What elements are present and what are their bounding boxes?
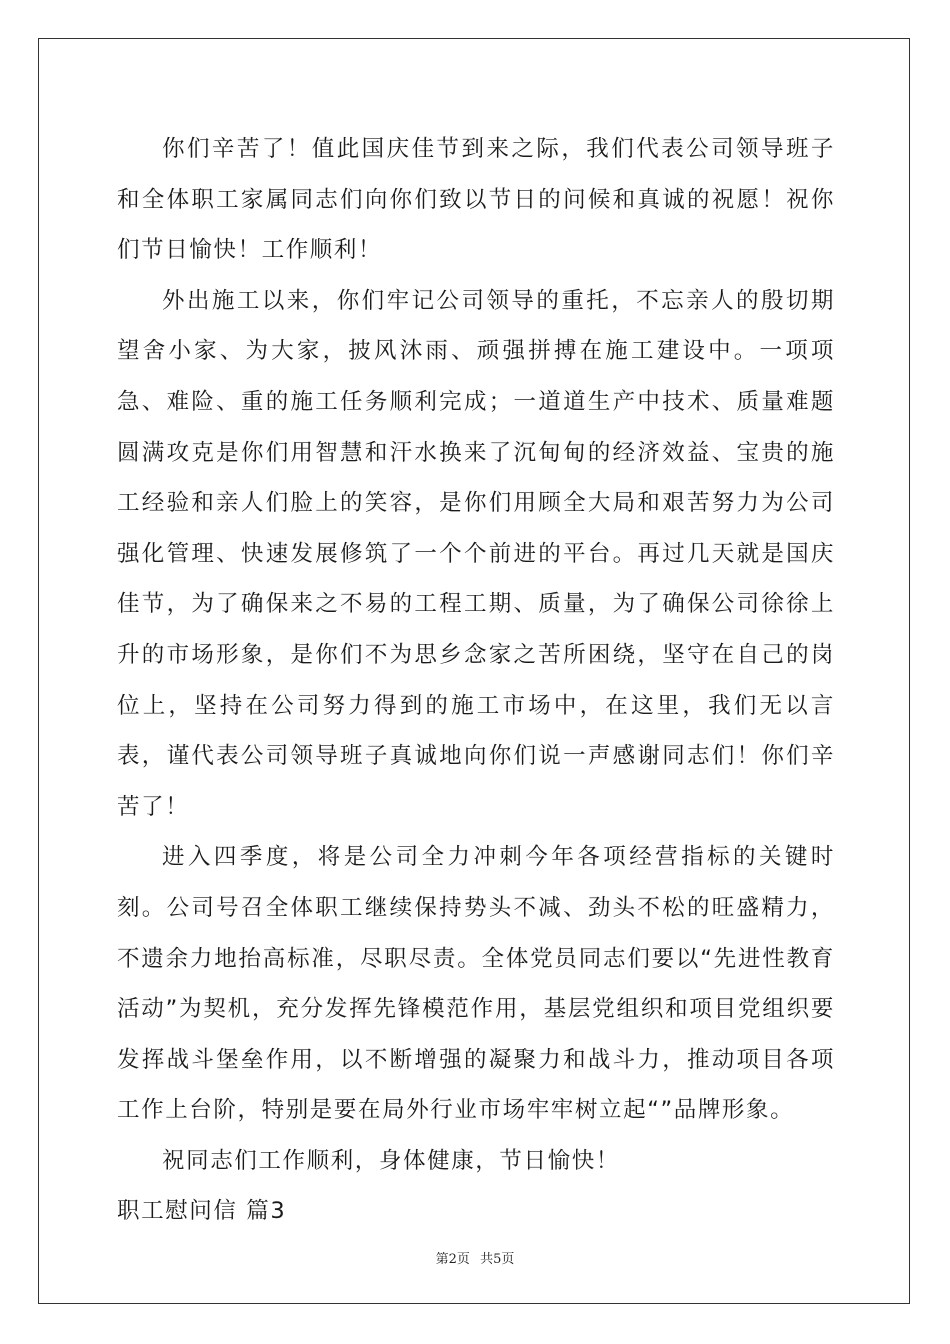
section-heading: 职工慰问信 篇3 [117,1198,287,1225]
paragraph-thanks: 外出施工以来，你们牢记公司领导的重托，不忘亲人的殷切期望舍小家、为大家，披风沐雨、顽强拼搏在施工建设中。一项项急、难险、重的施工任务顺利完成；一道道生产中技术、质量难题圆满攻克是你们用智慧和汗水换来了沉甸甸的经济效益、宝贵的施工经验和亲人们脸上的笑容，是你们用顾全大局和艰苦努力为公司强化管理、快速发展修筑了一个个前进的平台。再过几天就是国庆佳节，为了确保来之不易的工程工期、质量，为了确保公司徐徐上升的市场形象，是你们不为思乡念家之苦所困绕，坚守在自己的岗位上，坚持在公司努力得到的施工市场中，在这里，我们无以言表，谨代表公司领导班子真诚地向你们说一声感谢同志们！你们辛苦了！ [117,287,835,820]
paragraph-greeting: 你们辛苦了！值此国庆佳节到来之际，我们代表公司领导班子和全体职工家属同志们向你们致以节日的问候和真诚的祝愿！祝你们节日愉快！工作顺利！ [117,136,835,264]
document-body [117,124,835,1237]
page-total: 共5页 [480,1252,515,1267]
paragraph-closing-wishes: 祝同志们工作顺利，身体健康，节日愉快！ [162,1147,620,1174]
page-footer [0,1248,950,1267]
page-number: 第2页 [435,1252,470,1267]
paragraph-fourth-quarter: 进入四季度，将是公司全力冲刺今年各项经营指标的关键时刻。公司号召全体职工继续保持势头不减、劲头不松的旺盛精力，不遗余力地抬高标准，尽职尽责。全体党员同志们要以“先进性教育活动”为契机，充分发挥先锋模范作用，基层党组织和项目党组织要发挥战斗堡垒作用，以不断增强的凝聚力和战斗力，推动项目各项工作上台阶，特别是要在局外行业市场牢牢树立起“”品牌形象。 [117,844,835,1124]
